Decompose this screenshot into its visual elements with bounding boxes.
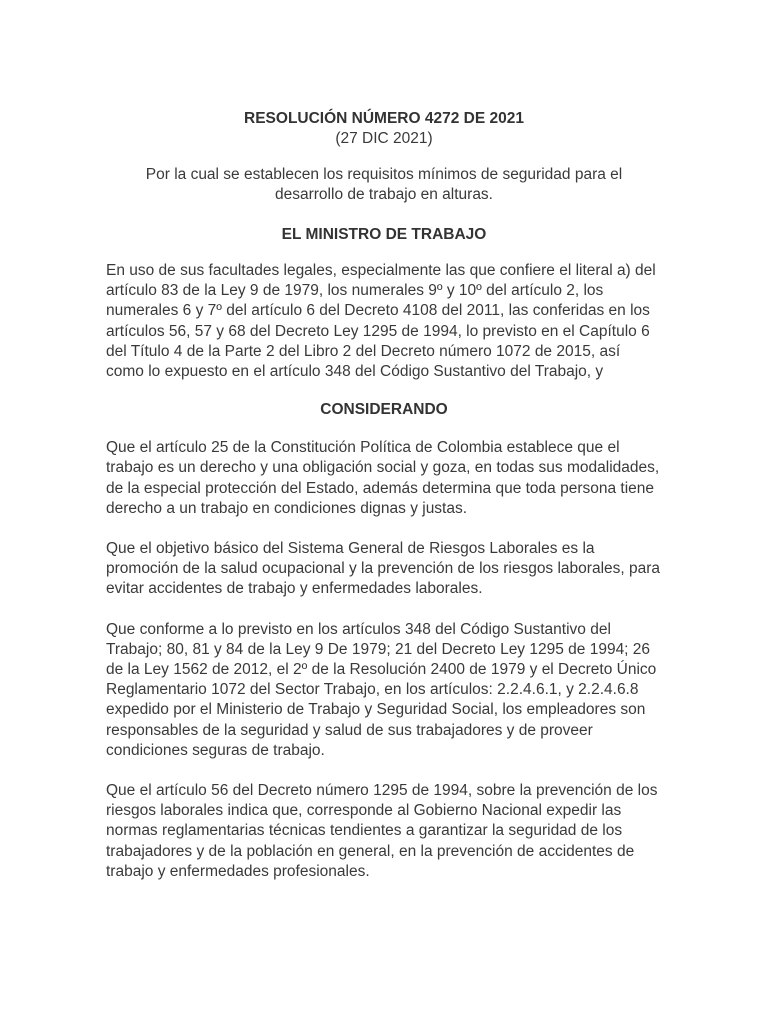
subject-line-1: Por la cual se establecen los requisitos mínimos de seguridad para el <box>145 166 623 183</box>
resolution-subject <box>106 165 662 205</box>
consideration-paragraph-4: Que el artículo 56 del Decreto número 1295 de 1994, sobre la prevención de los riesgos laborales indica que, corresponde al Gobierno Nacional expedir las normas reglamentarias técnicas tendientes a garantizar la seguridad de los trabajadores y de la población en general, en la prevención de accidentes de trabajo y enfermedades profesionales. <box>106 782 658 880</box>
authority-heading: EL MINISTRO DE TRABAJO <box>281 226 487 243</box>
consideration-paragraph-2: Que el objetivo básico del Sistema General de Riesgos Laborales es la promoción de la salud ocupacional y la prevención de los riesgos laborales, para evitar accidentes de trabajo y enfermedades laborales. <box>106 540 661 598</box>
subject-line-2: desarrollo de trabajo en alturas. <box>275 186 493 203</box>
resolution-date: (27 DIC 2021) <box>335 130 433 147</box>
consideration-paragraph-1: Que el artículo 25 de la Constitución Política de Colombia establece que el trabajo es un derecho y una obligación social y goza, en todas sus modalidades, de la especial protección del Estado, además determina que toda persona tiene derecho a un trabajo en condiciones dignas y justas. <box>106 439 660 517</box>
resolution-title: RESOLUCIÓN NÚMERO 4272 DE 2021 <box>244 110 524 127</box>
consideration-paragraph-3: Que conforme a lo previsto en los artículos 348 del Código Sustantivo del Trabajo; 80, 81 y 84 de la Ley 9 De 1979; 21 del Decreto Ley 1295 de 1994; 26 de la Ley 1562 de 2012, el 2º de la Resolución 2400 de 1979 y el Decreto Único Reglamentario 1072 del Sector Trabajo, en los artículos: 2.2.4.6.1, y 2.2.4.6.8 expedido por el Ministerio de Trabajo y Seguridad Social, los empleadores son responsables de la seguridad y salud de sus trabajadores y de proveer condiciones seguras de trabajo. <box>106 620 657 759</box>
preamble-paragraph: En uso de sus facultades legales, especialmente las que confiere el literal a) del artículo 83 de la Ley 9 de 1979, los numerales 9º y 10º del artículo 2, los numerales 6 y 7º del artículo 6 del Decreto 4108 del 2011, las conferidas en los artículos 56, 57 y 68 del Decreto Ley 1295 de 1994, lo previsto en el Capítulo 6 del Título 4 de la Parte 2 del Libro 2 del Decreto número 1072 de 2015, así como lo expuesto en el artículo 348 del Código Sustantivo del Trabajo, y <box>106 262 656 381</box>
considering-heading: CONSIDERANDO <box>320 401 448 419</box>
document-page <box>106 109 662 882</box>
